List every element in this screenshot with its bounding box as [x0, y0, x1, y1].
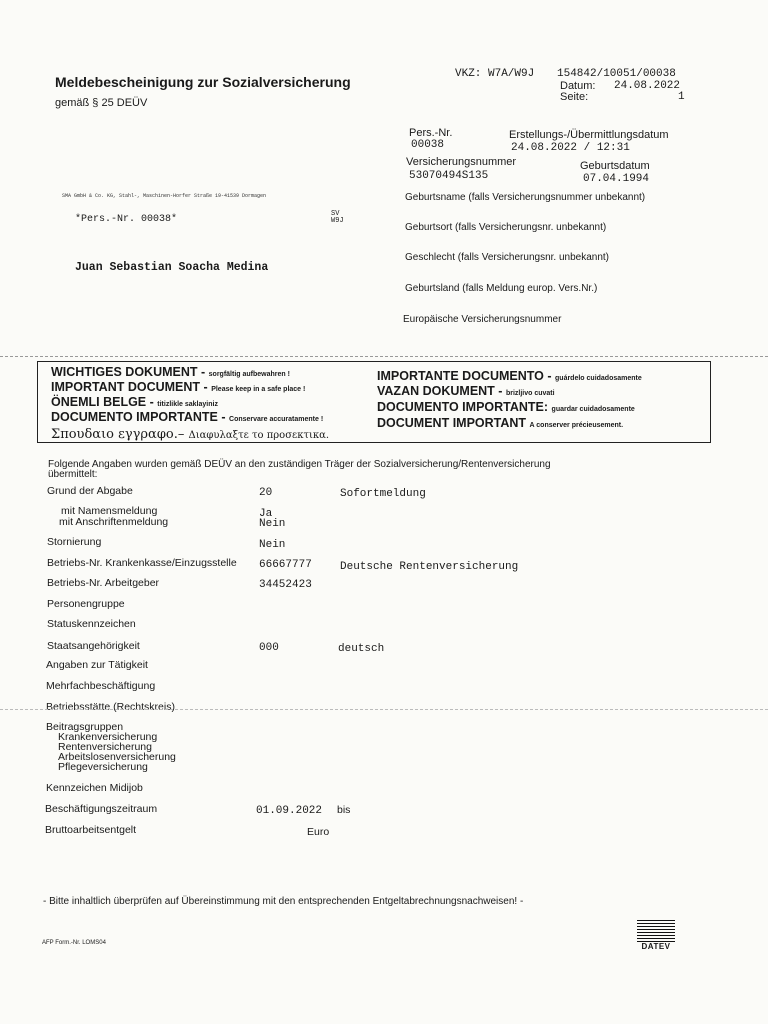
personengruppe-label: Personengruppe — [47, 598, 125, 610]
reference-number: 154842/10051/00038 — [557, 68, 676, 80]
geburtsland-label: Geburtsland (falls Meldung europ. Vers.Nr.) — [405, 283, 598, 294]
anschriftenmeldung-value: Nein — [259, 518, 286, 530]
mehrfachbeschaeftigung-label: Mehrfachbeschäftigung — [46, 680, 156, 692]
krankenkasse-value: 66667777 — [259, 559, 312, 571]
routing-code — [331, 211, 344, 225]
fold-line-2 — [0, 709, 768, 710]
geburtsname-label: Geburtsname (falls Versicherungsnummer unbekannt) — [405, 192, 646, 203]
datev-logo-text: DATEV — [641, 942, 671, 951]
staatsangehoerigkeit-label: Staatsangehörigkeit — [47, 640, 140, 652]
notice-right-4: DOCUMENT IMPORTANT A conserver précieusement. — [377, 416, 624, 430]
pers-reference: *Pers.-Nr. 00038* — [75, 214, 178, 225]
fold-line — [0, 356, 768, 357]
stornierung-value: Nein — [259, 539, 286, 551]
notice-left-2: IMPORTANT DOCUMENT - Please keep in a safe place ! — [51, 380, 306, 394]
betriebsstaette-label: Betriebsstätte (Rechtskreis) — [46, 701, 175, 713]
grund-text: Sofortmeldung — [340, 488, 426, 500]
geburtsdatum-value: 07.04.1994 — [583, 173, 650, 185]
midijob-label: Kennzeichen Midijob — [46, 782, 143, 794]
bruttoarbeitsentgelt-currency: Euro — [307, 826, 330, 838]
document-subtitle: gemäß § 25 DEÜV — [55, 97, 148, 109]
document-title: Meldebescheinigung zur Sozialversicherung — [55, 74, 351, 90]
persnr-label: Pers.-Nr. — [409, 127, 453, 139]
notice-left-5: Σπουδαιο εγγραφο.– Διαφυλαξτε το προσεκτικα. — [51, 427, 330, 442]
grund-code: 20 — [259, 487, 273, 499]
routing-code-top: SV — [331, 210, 340, 218]
staatsangehoerigkeit-code: 000 — [259, 642, 279, 654]
beschaeftigungszeitraum-bis: bis — [337, 804, 351, 816]
namensmeldung-value: Ja — [259, 508, 273, 520]
arbeitslosenversicherung-label: Arbeitslosenversicherung — [58, 751, 176, 763]
notice-left-3: ÖNEMLI BELGE - titizlikle saklayiniz — [51, 395, 218, 409]
datev-logo-lines — [637, 920, 675, 942]
krankenkasse-name: Deutsche Rentenversicherung — [340, 561, 519, 573]
intro-text: Folgende Angaben wurden gemäß DEÜV an den zuständigen Träger der Sozialversicherung/Rentenversicherung — [48, 459, 551, 470]
krankenkasse-label: Betriebs-Nr. Krankenkasse/Einzugsstelle — [47, 557, 237, 569]
form-number: AFP Form.-Nr. LOMS04 — [42, 940, 106, 946]
stornierung-label: Stornierung — [47, 536, 102, 548]
geburtsdatum-label: Geburtsdatum — [580, 160, 650, 172]
statuskennzeichen-label: Statuskennzeichen — [47, 618, 136, 630]
erstellungsdatum-value: 24.08.2022 / 12:31 — [511, 142, 630, 154]
beschaeftigungszeitraum-label: Beschäftigungszeitraum — [45, 803, 158, 815]
europaeische-versicherungsnummer-label: Europäische Versicherungsnummer — [403, 314, 562, 325]
footer-hint: - Bitte inhaltlich überprüfen auf Übereinstimmung mit den entsprechenden Entgeltabrechnungsnachweisen! - — [43, 896, 524, 907]
geschlecht-label: Geschlecht (falls Versicherungsnr. unbekannt) — [405, 252, 609, 263]
vkz: VKZ: W7A/W9J — [455, 68, 535, 80]
persnr-value: 00038 — [411, 139, 445, 151]
notice-left-1: WICHTIGES DOKUMENT - sorgfältig aufbewahren ! — [51, 365, 290, 379]
arbeitgeber-value: 34452423 — [259, 579, 312, 591]
notice-left-4: DOCUMENTO IMPORTANTE - Conservare accuratamente ! — [51, 410, 324, 424]
datev-logo — [637, 920, 675, 954]
anschriftenmeldung-label: mit Anschriftenmeldung — [59, 516, 169, 528]
datum-value: 24.08.2022 — [614, 80, 681, 92]
seite-label: Seite: — [560, 91, 589, 103]
staatsangehoerigkeit-text: deutsch — [338, 643, 385, 655]
taetigkeit-label: Angaben zur Tätigkeit — [46, 659, 148, 671]
versicherungsnummer-value: 53070494S135 — [409, 170, 489, 182]
rentenversicherung-label: Rentenversicherung — [58, 741, 152, 753]
versicherungsnummer-label: Versicherungsnummer — [406, 156, 517, 168]
grund-label: Grund der Abgabe — [47, 485, 133, 497]
seite-value: 1 — [678, 91, 685, 103]
notice-right-2: VAZAN DOKUMENT - brizljivo cuvati — [377, 384, 555, 398]
geburtsort-label: Geburtsort (falls Versicherungsnr. unbekannt) — [405, 222, 607, 233]
erstellungsdatum-label: Erstellungs-/Übermittlungsdatum — [509, 129, 669, 141]
krankenversicherung-label: Krankenversicherung — [58, 731, 158, 743]
recipient-name: Juan Sebastian Soacha Medina — [75, 261, 269, 274]
namensmeldung-label: mit Namensmeldung — [61, 505, 158, 517]
datum-label: Datum: — [560, 80, 596, 92]
beitragsgruppen-label: Beitragsgruppen — [46, 721, 124, 733]
arbeitgeber-label: Betriebs-Nr. Arbeitgeber — [47, 577, 160, 589]
intro-text-2: übermittelt: — [48, 469, 98, 480]
sender-line: SMA GmbH & Co. KG, Stahl-, Maschinen-Horfer Straße 19-41539 Dormagen — [62, 193, 267, 199]
notice-right-3: DOCUMENTO IMPORTANTE: guardar cuidadosamente — [377, 400, 635, 414]
notice-right-1: IMPORTANTE DOCUMENTO - guárdelo cuidadosamente — [377, 369, 642, 383]
beschaeftigungszeitraum-value: 01.09.2022 — [256, 805, 323, 817]
routing-code-bottom: W9J — [331, 217, 344, 225]
pflegeversicherung-label: Pflegeversicherung — [58, 761, 148, 773]
bruttoarbeitsentgelt-label: Bruttoarbeitsentgelt — [45, 824, 137, 836]
